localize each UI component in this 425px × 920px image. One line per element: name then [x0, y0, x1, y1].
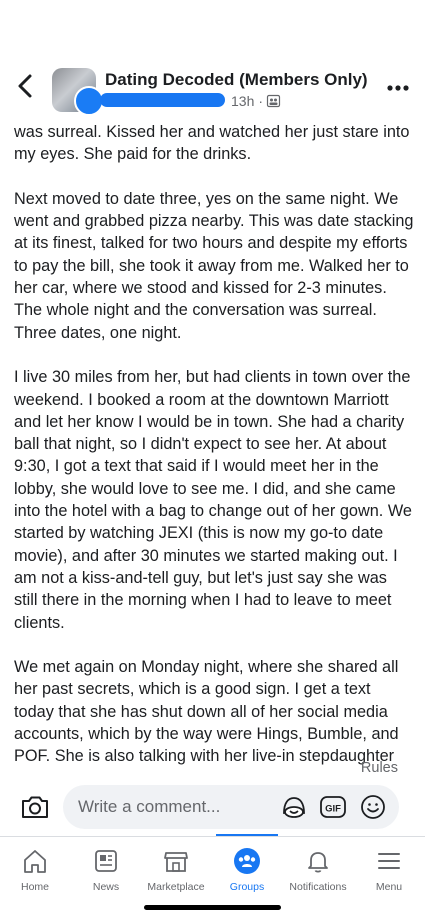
comment-input[interactable]: [78, 797, 268, 817]
avatar-sticker-icon[interactable]: [280, 793, 308, 821]
tab-label: Menu: [375, 881, 403, 893]
group-name[interactable]: Dating Decoded (Members Only): [105, 70, 368, 89]
post-body: [14, 121, 414, 766]
post-header: [0, 60, 425, 120]
tab-marketplace[interactable]: [141, 837, 211, 901]
gif-icon[interactable]: [319, 793, 347, 821]
tab-label: Marketplace: [147, 881, 205, 893]
post-paragraph: was surreal. Kissed her and watched her just stare into my eyes. She paid for the drinks.: [14, 123, 410, 164]
more-options-icon[interactable]: [385, 76, 411, 100]
tab-label: Notifications: [289, 881, 347, 893]
group-privacy-icon: [267, 95, 280, 107]
post-time[interactable]: 13h: [231, 93, 255, 109]
post-paragraph: We met again on Monday night, where she shared all her past secrets, which is a good sign. I get a text today that she has shut down all of her social media accounts, which by the way were Hings, Bumble, and POF. She is also talking with her live-in stepdaughter: [14, 658, 399, 766]
back-arrow-icon[interactable]: [14, 72, 38, 100]
tab-label: Home: [20, 881, 49, 893]
bottom-tab-bar: [0, 836, 425, 900]
marketplace-icon: [162, 847, 190, 875]
groups-icon: [233, 847, 261, 875]
tab-label: Groups: [229, 881, 265, 893]
tab-home[interactable]: [0, 837, 70, 901]
home-icon: [21, 847, 49, 875]
tab-notifications[interactable]: [283, 837, 353, 901]
post-meta: [231, 93, 280, 109]
rules-link[interactable]: Rules: [360, 760, 398, 776]
camera-icon[interactable]: [20, 793, 50, 821]
author-name-redacted[interactable]: [100, 93, 225, 107]
post-paragraph: I live 30 miles from her, but had clients in town over the weekend. I booked a room at the downtown Marriott and let her know I would be in town. She had a charity ball that night, so I didn't expect to see her. At about 9:30, I got a text that said if I would meet her in the lobby, she would love to see me. I did, and she came into the hotel with a bag to change out of her gown. We started by watching JEXI (this is now my go-to date movie), and after 30 minutes we started making out. I am not a kiss-and-tell guy, but let's just say she was still there in the morning when I had to leave to meet clients.: [14, 368, 412, 632]
tab-groups[interactable]: [212, 837, 282, 901]
tab-news[interactable]: [71, 837, 141, 901]
gif-label: GIF: [325, 803, 341, 815]
tab-label: News: [92, 881, 120, 893]
bell-icon: [304, 847, 332, 875]
emoji-icon[interactable]: [359, 793, 387, 821]
tab-menu[interactable]: [354, 837, 424, 901]
post-paragraph: Next moved to date three, yes on the same night. We went and grabbed pizza nearby. This was date stacking at its finest, talked for two hours and despite my efforts to pay the bill, she took it away from me. Walked her to her car, where we stood and kissed for 2-3 minutes. The whole night and the conversation was surreal. Three dates, one night.: [14, 189, 414, 342]
menu-icon: [375, 847, 403, 875]
home-indicator: [144, 905, 281, 910]
meta-separator: ·: [258, 93, 264, 109]
news-icon: [92, 847, 120, 875]
